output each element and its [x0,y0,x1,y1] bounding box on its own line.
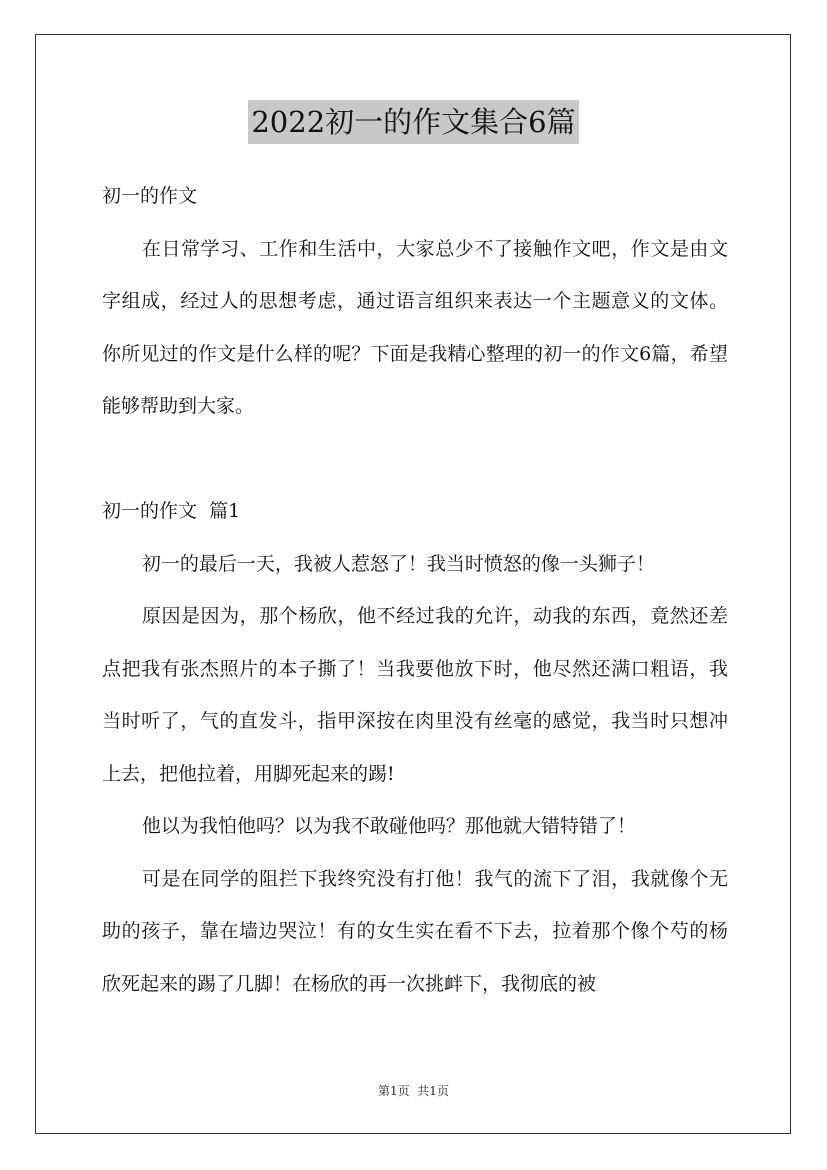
section-heading: 初一的作文 篇1 [102,500,241,522]
paragraph: 可是在同学的阻拦下我终究没有打他！我气的流下了泪，我就像个无助的孩子，靠在墙边哭泣！有的女生实在看不下去，拉着那个像个芍的杨欣死起来的踢了几脚！在杨欣的再一次挑衅下，我彻底的被 [102,867,728,995]
document-body [102,170,728,1010]
title-wrap [0,100,827,144]
paragraph: 他以为我怕他吗？以为我不敢碰他吗？那他就大错特错了！ [141,815,636,837]
section-heading: 初一的作文 [102,185,198,207]
paragraph: 初一的最后一天，我被人惹怒了！我当时愤怒的像一头狮子！ [141,552,655,575]
document-title: 2022初一的作文集合6篇 [248,100,578,144]
paragraph: 原因是因为，那个杨欣，他不经过我的允许，动我的东西，竟然还差点把我有张杰照片的本子撕了！当我要他放下时，他尽然还满口粗语，我当时听了，气的直发斗，指甲深按在肉里没有丝毫的感觉，我当时只想冲上去，把他拉着，用脚死起来的踢! [102,605,728,785]
page-footer: 第1页 共1页 [378,1084,449,1098]
section-spacer [102,433,728,486]
paragraph: 在日常学习、工作和生活中，大家总少不了接触作文吧，作文是由文字组成，经过人的思想考虑，通过语言组织来表达一个主题意义的文体。你所见过的作文是什么样的呢？下面是我精心整理的初一的作文6篇，希望能够帮助到大家。 [102,237,728,417]
